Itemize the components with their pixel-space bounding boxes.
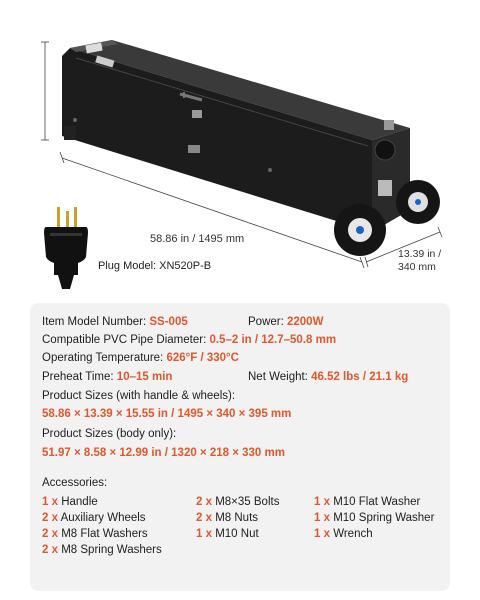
- spec-size-full-row: [42, 407, 291, 422]
- spec-size-body-row: [42, 446, 285, 461]
- spec-size-full-value: 58.86 × 13.39 × 15.55 in / 1495 × 340 × 395 mm: [42, 408, 292, 420]
- spec-model-label: Item Model Number:: [42, 316, 147, 328]
- spec-preheat-row: [42, 370, 172, 385]
- spec-power-row: [248, 315, 323, 330]
- accessories-title: Accessories:: [42, 477, 108, 489]
- accessory-item: 1 x M10 Nut: [196, 528, 259, 540]
- accessory-item: 1 x Handle: [42, 496, 98, 508]
- spec-power-value: 2200W: [287, 316, 324, 328]
- accessory-item: 2 x Auxiliary Wheels: [42, 512, 146, 524]
- accessory-item: 1 x Wrench: [314, 528, 373, 540]
- accessory-item: 2 x M8 Flat Washers: [42, 528, 148, 540]
- spec-model-value: SS-005: [149, 316, 188, 328]
- plug-image: [40, 205, 92, 290]
- depth-dimension-line1: 13.39 in /: [398, 248, 442, 260]
- spec-temperature-value: 626°F / 330°C: [166, 352, 239, 364]
- spec-power-label: Power:: [248, 316, 284, 328]
- accessory-item: 2 x M8 Spring Washers: [42, 544, 162, 556]
- spec-size-body-label: Product Sizes (body only):: [42, 428, 177, 440]
- accessory-item: 2 x M8 Nuts: [196, 512, 259, 524]
- spec-weight-label: Net Weight:: [248, 371, 308, 383]
- accessory-item: 2 x M8×35 Bolts: [196, 496, 280, 508]
- depth-dimension-line2: 340 mm: [398, 261, 436, 273]
- depth-dimension-label: [398, 248, 441, 274]
- spec-preheat-value: 10–15 min: [116, 371, 173, 383]
- spec-weight-row: [248, 370, 408, 385]
- spec-model-row: [42, 315, 188, 330]
- spec-weight-value: 46.52 lbs / 21.1 kg: [311, 371, 409, 383]
- spec-pipe-row: [42, 333, 336, 348]
- length-dimension-label: 58.86 in / 1495 mm: [150, 233, 245, 245]
- specifications-card: [30, 303, 450, 591]
- spec-temperature-label: Operating Temperature:: [42, 352, 164, 364]
- spec-size-body-value: 51.97 × 8.58 × 12.99 in / 1320 × 218 × 330 mm: [42, 447, 285, 459]
- spec-size-full-label: Product Sizes (with handle & wheels):: [42, 390, 236, 402]
- product-illustration-area: [0, 0, 480, 298]
- spec-pipe-value: 0.5–2 in / 12.7–50.8 mm: [209, 334, 337, 346]
- spec-temperature-row: [42, 351, 239, 366]
- spec-pipe-label: Compatible PVC Pipe Diameter:: [42, 334, 207, 346]
- plug-model-label: Plug Model: XN520P-B: [98, 260, 212, 272]
- accessory-item: 1 x M10 Spring Washer: [314, 512, 435, 524]
- accessory-item: 1 x M10 Flat Washer: [314, 496, 421, 508]
- spec-preheat-label: Preheat Time:: [42, 371, 114, 383]
